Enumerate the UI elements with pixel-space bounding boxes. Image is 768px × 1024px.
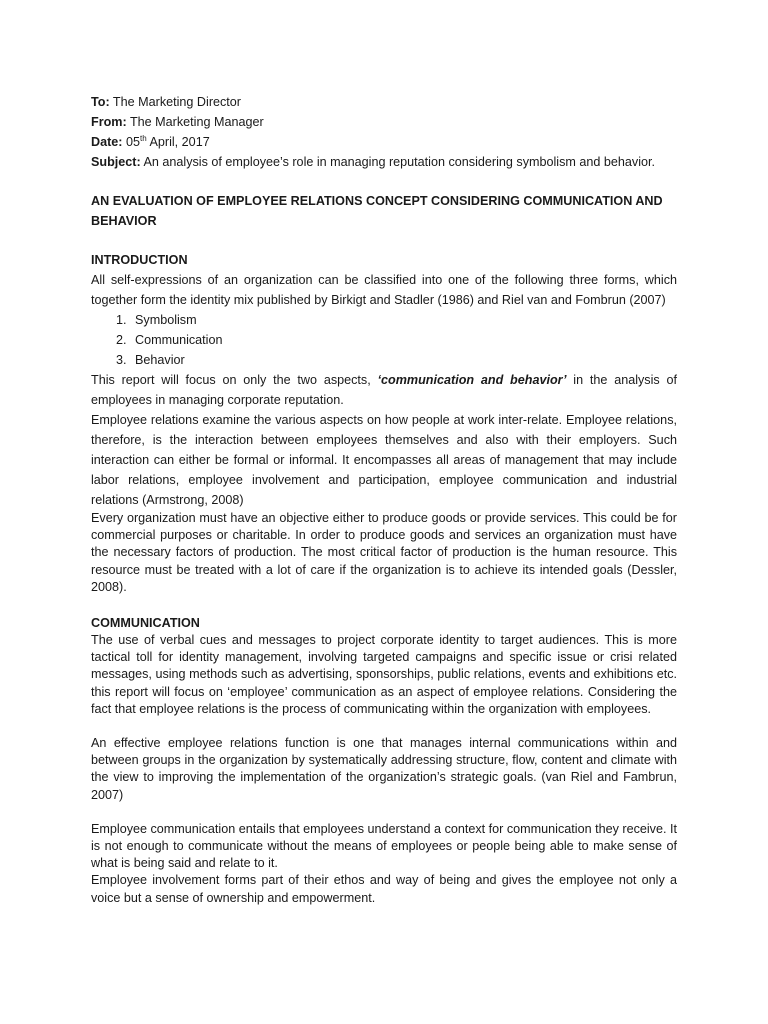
communication-paragraph-3: Employee communication entails that employees understand a context for communication they receive. It is not enough to communicate without the means of employees or people being able to make sense of what is being said and relate to it.	[91, 821, 677, 871]
memo-from-value: The Marketing Manager	[126, 115, 264, 129]
memo-date	[91, 132, 677, 152]
memo-from	[91, 112, 677, 132]
introduction-paragraph-3: Employee relations examine the various aspects on how people at work inter-relate. Employee relations, therefore, is the interaction between employees themselves and also with their employers. Such interaction can either be formal or informal. It encompasses all areas of management that may include labor relations, employee involvement and participation, employee communication and industrial relations (Armstrong, 2008)	[91, 413, 677, 507]
emphasis-text: ‘communication and behavior’	[377, 373, 567, 387]
memo-date-suffix: th	[140, 134, 147, 143]
identity-mix-list	[91, 310, 677, 370]
list-item-number: 3.	[116, 353, 127, 367]
memo-to-label: To:	[91, 95, 110, 109]
list-item-text: Behavior	[135, 353, 185, 367]
document-body	[91, 92, 677, 907]
list-item-number: 2.	[116, 333, 127, 347]
paragraph-text-after: in the analysis of employees in managing corporate reputation.	[91, 373, 677, 407]
memo-from-label: From:	[91, 115, 127, 129]
memo-date-day: 05	[122, 135, 141, 149]
memo-to-value: The Marketing Director	[109, 95, 242, 109]
communication-paragraph-1: The use of verbal cues and messages to project corporate identity to target audiences. This is more tactical toll for identity management, involving targeted campaigns and specific issue or crisi related messages, using methods such as advertising, sponsorships, public relations, events and exhibitions etc. this report will focus on ‘employee’ communication as an aspect of employee relations. Considering the fact that employee relations is the process of communicating within the organization with employees.	[91, 633, 677, 716]
memo-to	[91, 92, 677, 112]
introduction-paragraph-4: Every organization must have an objective either to produce goods or provide services. This could be for commercial purposes or charitable. In order to produce goods and services an organization must have the necessary factors of production. The most critical factor of production is the human resource. This resource must be treated with a lot of care if the organization is to achieve its intended goals (Dessler, 2008).	[91, 511, 677, 594]
communication-paragraph-2: An effective employee relations function is one that manages internal communications within and between groups in the organization by systematically addressing structure, flow, content and climate with the view to improving the implementation of the organization’s strategic goals. (van Riel and Fambrun, 2007)	[91, 736, 677, 802]
introduction-paragraph-2	[91, 370, 677, 410]
introduction-heading: INTRODUCTION	[91, 253, 188, 267]
communication-paragraph-4: Employee involvement forms part of their ethos and way of being and gives the employee not only a voice but a sense of ownership and empowerment.	[91, 873, 677, 905]
introduction-paragraph-1: All self-expressions of an organization can be classified into one of the following three forms, which together form the identity mix published by Birkigt and Stadler (1986) and Riel van and Fombrun (2007)	[91, 273, 677, 307]
paragraph-text-before: This report will focus on only the two aspects,	[91, 373, 378, 387]
memo-date-label: Date:	[91, 135, 123, 149]
list-item	[116, 330, 677, 350]
document-title: AN EVALUATION OF EMPLOYEE RELATIONS CONCEPT CONSIDERING COMMUNICATION AND BEHAVIOR	[91, 194, 663, 228]
list-item	[116, 310, 677, 330]
memo-subject-label: Subject:	[91, 155, 141, 169]
memo-date-rest: April, 2017	[146, 135, 210, 149]
list-item	[116, 350, 677, 370]
memo-subject-value: An analysis of employee’s role in managing reputation considering symbolism and behavior.	[140, 155, 655, 169]
list-item-text: Symbolism	[135, 313, 197, 327]
list-item-number: 1.	[116, 313, 127, 327]
communication-heading: COMMUNICATION	[91, 616, 200, 631]
list-item-text: Communication	[135, 333, 223, 347]
memo-subject	[91, 152, 677, 172]
